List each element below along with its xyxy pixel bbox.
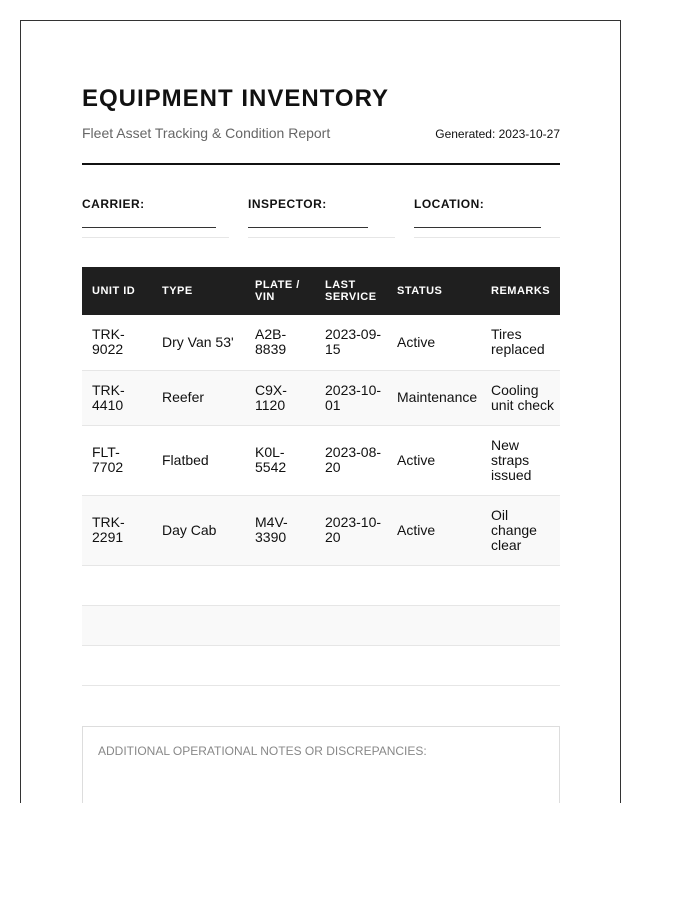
table-row (82, 315, 560, 370)
location-label: LOCATION: (414, 197, 485, 211)
document-subtitle: Fleet Asset Tracking & Condition Report (82, 125, 331, 141)
unit-id-cell: FLT-7702 (82, 425, 152, 495)
blank-row-cell[interactable] (82, 645, 560, 685)
column-header-type: TYPE (152, 267, 245, 315)
notes-box[interactable] (82, 726, 560, 803)
carrier-input-line[interactable] (82, 227, 216, 228)
inspector-field[interactable] (248, 191, 395, 238)
blank-row-cell[interactable] (82, 565, 560, 605)
remarks-cell: Oil change clear (481, 495, 560, 565)
last-service-cell: 2023-10-20 (315, 495, 387, 565)
blank-row-cell[interactable] (82, 605, 560, 645)
carrier-label: CARRIER: (82, 197, 145, 211)
last-service-cell: 2023-08-20 (315, 425, 387, 495)
blank-table-row[interactable] (82, 565, 560, 605)
unit-id-cell: TRK-9022 (82, 315, 152, 370)
table-header-row (82, 267, 560, 315)
plate-vin-cell: A2B-8839 (245, 315, 315, 370)
plate-vin-cell: C9X-1120 (245, 370, 315, 425)
location-input-line[interactable] (414, 227, 541, 228)
status-cell: Active (387, 425, 481, 495)
remarks-cell: Tires replaced (481, 315, 560, 370)
last-service-cell: 2023-09-15 (315, 315, 387, 370)
remarks-cell: Cooling unit check (481, 370, 560, 425)
unit-id-cell: TRK-4410 (82, 370, 152, 425)
status-cell: Maintenance (387, 370, 481, 425)
column-header-unit-id: UNIT ID (82, 267, 152, 315)
generated-date: Generated: 2023-10-27 (435, 127, 560, 141)
notes-label: ADDITIONAL OPERATIONAL NOTES OR DISCREPANCIES: (98, 744, 427, 758)
inventory-table (82, 267, 560, 686)
plate-vin-cell: M4V-3390 (245, 495, 315, 565)
document-title: EQUIPMENT INVENTORY (82, 85, 390, 112)
table-row (82, 495, 560, 565)
table-row (82, 425, 560, 495)
type-cell: Dry Van 53' (152, 315, 245, 370)
inspector-label: INSPECTOR: (248, 197, 327, 211)
last-service-cell: 2023-10-01 (315, 370, 387, 425)
type-cell: Flatbed (152, 425, 245, 495)
blank-table-row[interactable] (82, 605, 560, 645)
status-cell: Active (387, 315, 481, 370)
document-page (20, 20, 621, 803)
plate-vin-cell: K0L-5542 (245, 425, 315, 495)
blank-table-row[interactable] (82, 645, 560, 685)
carrier-field[interactable] (82, 191, 229, 238)
column-header-status: STATUS (387, 267, 481, 315)
column-header-remarks: REMARKS (481, 267, 560, 315)
location-field[interactable] (414, 191, 560, 238)
inspector-input-line[interactable] (248, 227, 368, 228)
column-header-last-service: LAST SERVICE (315, 267, 387, 315)
header-divider (82, 163, 560, 165)
table-row (82, 370, 560, 425)
unit-id-cell: TRK-2291 (82, 495, 152, 565)
column-header-plate-vin: PLATE / VIN (245, 267, 315, 315)
status-cell: Active (387, 495, 481, 565)
type-cell: Reefer (152, 370, 245, 425)
remarks-cell: New straps issued (481, 425, 560, 495)
type-cell: Day Cab (152, 495, 245, 565)
